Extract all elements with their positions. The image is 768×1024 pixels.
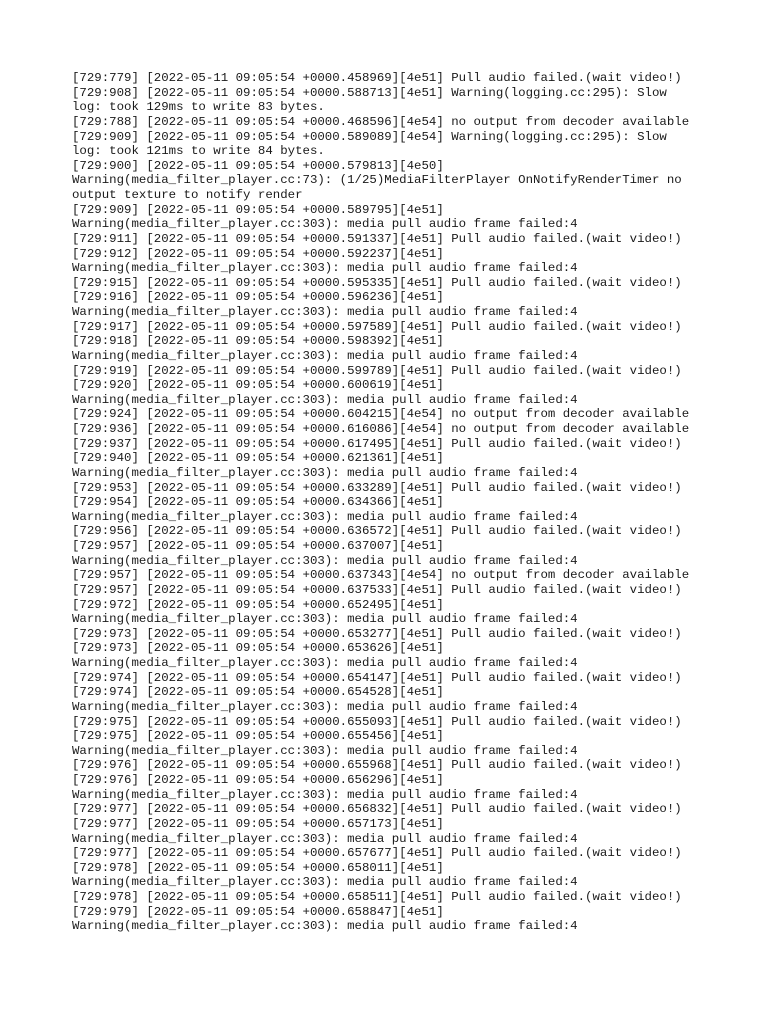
log-line: [729:977] [2022-05-11 09:05:54 +0000.656832][4e51] Pull audio failed.(wait video!) [72,802,682,817]
log-line: Warning(media_filter_player.cc:303): media pull audio frame failed:4 [72,392,578,407]
log-line: log: took 121ms to write 84 bytes. [72,144,325,159]
log-line: [729:978] [2022-05-11 09:05:54 +0000.658511][4e51] Pull audio failed.(wait video!) [72,890,682,904]
log-line: Warning(media_filter_player.cc:303): media pull audio frame failed:4 [72,348,578,363]
log-line: [729:954] [2022-05-11 09:05:54 +0000.634366][4e51] [72,495,444,510]
log-line: [729:975] [2022-05-11 09:05:54 +0000.655093][4e51] Pull audio failed.(wait video!) [72,714,682,729]
log-line: [729:972] [2022-05-11 09:05:54 +0000.652495][4e51] [72,597,444,612]
log-line: [729:912] [2022-05-11 09:05:54 +0000.592237][4e51] [72,246,444,261]
log-line: [729:917] [2022-05-11 09:05:54 +0000.597589][4e51] Pull audio failed.(wait video!) [72,319,682,334]
log-line: [729:908] [2022-05-11 09:05:54 +0000.588713][4e51] Warning(logging.cc:295): Slow [72,85,667,100]
log-line: [729:940] [2022-05-11 09:05:54 +0000.621361][4e51] [72,451,444,466]
log-line: [729:974] [2022-05-11 09:05:54 +0000.654147][4e51] Pull audio failed.(wait video!) [72,670,682,685]
log-line: [729:973] [2022-05-11 09:05:54 +0000.653626][4e51] [72,641,444,656]
log-line: [729:909] [2022-05-11 09:05:54 +0000.589089][4e54] Warning(logging.cc:295): Slow [72,129,667,144]
log-line: [729:976] [2022-05-11 09:05:54 +0000.656296][4e51] [72,773,444,787]
log-line: [729:979] [2022-05-11 09:05:54 +0000.658847][4e51] [72,904,444,919]
log-line: Warning(media_filter_player.cc:73): (1/25)MediaFilterPlayer OnNotifyRenderTimer no [72,173,682,188]
log-line: Warning(media_filter_player.cc:303): media pull audio frame failed:4 [72,743,578,758]
log-line: [729:788] [2022-05-11 09:05:54 +0000.468596][4e54] no output from decoder available [72,114,690,129]
log-line: [729:919] [2022-05-11 09:05:54 +0000.599789][4e51] Pull audio failed.(wait video!) [72,363,682,378]
log-line: [729:957] [2022-05-11 09:05:54 +0000.637533][4e51] Pull audio failed.(wait video!) [72,582,682,597]
log-line: Warning(media_filter_player.cc:303): media pull audio frame failed:4 [72,465,578,480]
log-text-block [72,71,712,934]
log-line: [729:920] [2022-05-11 09:05:54 +0000.600619][4e51] [72,378,444,393]
log-line: [729:977] [2022-05-11 09:05:54 +0000.657173][4e51] [72,816,444,831]
log-line: Warning(media_filter_player.cc:303): media pull audio frame failed:4 [72,217,578,232]
log-line: [729:953] [2022-05-11 09:05:54 +0000.633289][4e51] Pull audio failed.(wait video!) [72,480,682,495]
log-line: [729:909] [2022-05-11 09:05:54 +0000.589795][4e51] [72,202,444,217]
log-line: [729:957] [2022-05-11 09:05:54 +0000.637343][4e54] no output from decoder available [72,568,690,583]
log-line: [729:936] [2022-05-11 09:05:54 +0000.616086][4e54] no output from decoder available [72,422,690,436]
log-line: Warning(media_filter_player.cc:303): media pull audio frame failed:4 [72,553,578,568]
log-line: Warning(media_filter_player.cc:303): media pull audio frame failed:4 [72,261,578,276]
log-line: Warning(media_filter_player.cc:303): media pull audio frame failed:4 [72,699,578,714]
log-line: Warning(media_filter_player.cc:303): media pull audio frame failed:4 [72,305,578,319]
log-line: output texture to notify render [72,188,303,202]
log-line: [729:911] [2022-05-11 09:05:54 +0000.591337][4e51] Pull audio failed.(wait video!) [72,231,682,246]
log-line: [729:900] [2022-05-11 09:05:54 +0000.579813][4e50] [72,158,444,173]
log-line: [729:915] [2022-05-11 09:05:54 +0000.595335][4e51] Pull audio failed.(wait video!) [72,275,682,290]
log-line: [729:779] [2022-05-11 09:05:54 +0000.458969][4e51] Pull audio failed.(wait video!) [72,71,682,85]
log-line: [729:916] [2022-05-11 09:05:54 +0000.596236][4e51] [72,290,444,305]
log-line: [729:973] [2022-05-11 09:05:54 +0000.653277][4e51] Pull audio failed.(wait video!) [72,626,682,641]
log-line: [729:956] [2022-05-11 09:05:54 +0000.636572][4e51] Pull audio failed.(wait video!) [72,524,682,539]
log-line: [729:978] [2022-05-11 09:05:54 +0000.658011][4e51] [72,860,444,875]
log-line: [729:975] [2022-05-11 09:05:54 +0000.655456][4e51] [72,729,444,744]
log-line: [729:977] [2022-05-11 09:05:54 +0000.657677][4e51] Pull audio failed.(wait video!) [72,846,682,861]
log-line: Warning(media_filter_player.cc:303): media pull audio frame failed:4 [72,875,578,890]
log-line: [729:918] [2022-05-11 09:05:54 +0000.598392][4e51] [72,334,444,349]
log-line: [729:976] [2022-05-11 09:05:54 +0000.655968][4e51] Pull audio failed.(wait video!) [72,758,682,773]
log-line: Warning(media_filter_player.cc:303): media pull audio frame failed:4 [72,919,578,934]
log-line: Warning(media_filter_player.cc:303): media pull audio frame failed:4 [72,656,578,670]
log-line: Warning(media_filter_player.cc:303): media pull audio frame failed:4 [72,509,578,524]
log-line: log: took 129ms to write 83 bytes. [72,100,325,115]
log-line: [729:924] [2022-05-11 09:05:54 +0000.604215][4e54] no output from decoder available [72,407,690,422]
log-line: Warning(media_filter_player.cc:303): media pull audio frame failed:4 [72,831,578,846]
log-line: [729:937] [2022-05-11 09:05:54 +0000.617495][4e51] Pull audio failed.(wait video!) [72,436,682,451]
log-line: Warning(media_filter_player.cc:303): media pull audio frame failed:4 [72,612,578,627]
log-line: [729:974] [2022-05-11 09:05:54 +0000.654528][4e51] [72,685,444,700]
log-line: [729:957] [2022-05-11 09:05:54 +0000.637007][4e51] [72,539,444,553]
log-line: Warning(media_filter_player.cc:303): media pull audio frame failed:4 [72,787,578,802]
